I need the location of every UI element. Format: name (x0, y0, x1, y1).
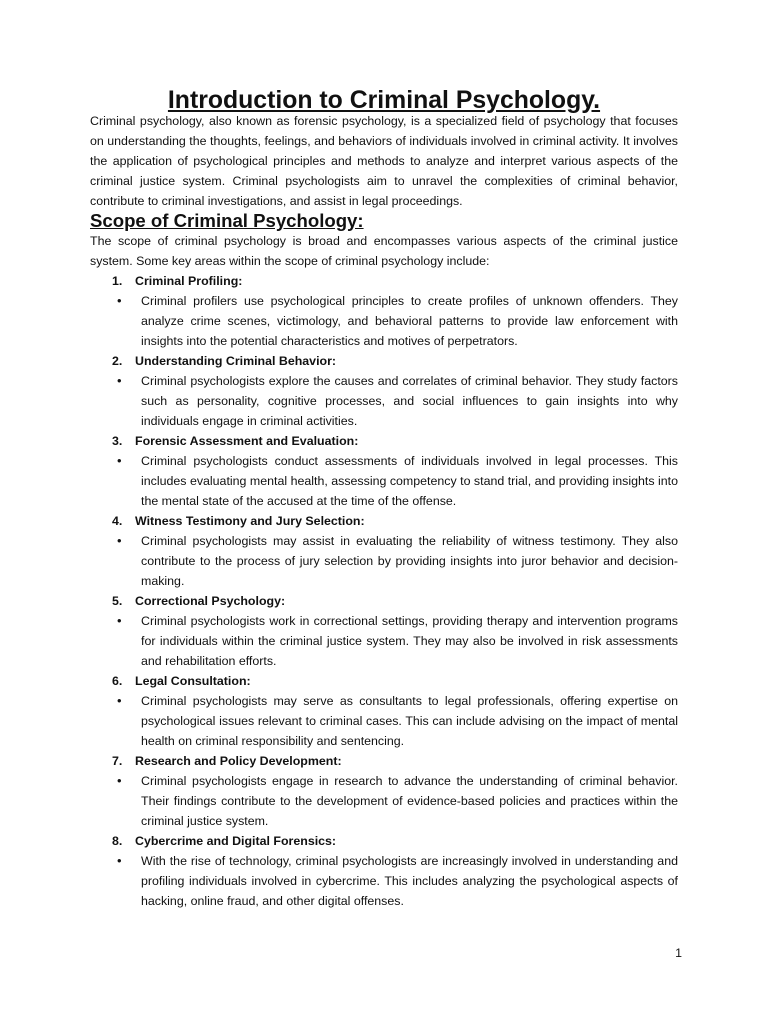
bullet-icon: • (117, 853, 122, 868)
intro-paragraph: Criminal psychology, also known as forensic psychology, is a specialized field of psychology that focuses on understanding the thoughts, feelings, and behaviors of individuals involved in criminal activity. It involves the application of psychological principles and methods to analyze and interpret various aspects of the criminal justice system. Criminal psychologists aim to unravel the complexities of criminal behavior, contribute to criminal investigations, and assist in legal proceedings. (90, 114, 678, 208)
bullet-icon: • (117, 373, 122, 388)
item-number: 5. (112, 594, 123, 608)
scope-list (90, 271, 678, 911)
item-text: Criminal psychologists engage in research to advance the understanding of criminal behavior. Their findings contribute to the development of evidence-based policies and practices within the criminal justice system. (141, 774, 678, 828)
item-heading (90, 511, 678, 531)
item-heading (90, 431, 678, 451)
bullet-icon: • (117, 693, 122, 708)
item-title: Witness Testimony and Jury Selection: (135, 514, 365, 528)
item-title: Understanding Criminal Behavior: (135, 354, 337, 368)
item-heading (90, 591, 678, 611)
item-text: With the rise of technology, criminal psychologists are increasingly involved in understanding and profiling individuals involved in cybercrime. This includes analyzing the psychological aspects of hacking, online fraud, and other digital offenses. (141, 854, 678, 908)
item-body (90, 371, 678, 431)
item-text: Criminal psychologists conduct assessments of individuals involved in legal processes. This includes evaluating mental health, assessing competency to stand trial, and providing insights into the mental state of the accused at the time of the offense. (141, 454, 678, 508)
item-body (90, 691, 678, 751)
item-body (90, 851, 678, 911)
item-text: Criminal psychologists explore the causes and correlates of criminal behavior. They study factors such as personality, cognitive processes, and social influences to gain insights into why individuals engage in criminal activities. (141, 374, 678, 428)
scope-intro-paragraph: The scope of criminal psychology is broad and encompasses various aspects of the criminal justice system. Some key areas within the scope of criminal psychology include: (90, 234, 678, 268)
page-number: 1 (675, 946, 682, 960)
scope-heading: Scope of Criminal Psychology: (90, 210, 364, 231)
item-text: Criminal psychologists may serve as consultants to legal professionals, offering expertise on psychological issues relevant to criminal cases. This can include advising on the impact of mental health on criminal responsibility and sentencing. (141, 694, 678, 748)
item-heading (90, 831, 678, 851)
item-heading (90, 271, 678, 291)
item-number: 6. (112, 674, 123, 688)
item-body (90, 531, 678, 591)
item-title: Criminal Profiling: (135, 274, 243, 288)
list-item (90, 671, 678, 751)
list-item (90, 511, 678, 591)
list-item (90, 831, 678, 911)
document-body (90, 87, 678, 911)
item-text: Criminal profilers use psychological principles to create profiles of unknown offenders. They analyze crime scenes, victimology, and behavioral patterns to provide law enforcement with insights into the potential characteristics and motives of perpetrators. (141, 294, 678, 348)
item-text: Criminal psychologists may assist in evaluating the reliability of witness testimony. They also contribute to the process of jury selection by providing insights into juror behavior and decision-making. (141, 534, 678, 588)
bullet-icon: • (117, 773, 122, 788)
item-title: Legal Consultation: (135, 674, 251, 688)
list-item (90, 351, 678, 431)
item-heading (90, 351, 678, 371)
item-body (90, 291, 678, 351)
item-number: 4. (112, 514, 123, 528)
bullet-icon: • (117, 453, 122, 468)
list-item (90, 751, 678, 831)
item-number: 7. (112, 754, 123, 768)
bullet-icon: • (117, 613, 122, 628)
document-title: Introduction to Criminal Psychology. (167, 87, 601, 114)
item-body (90, 611, 678, 671)
item-text: Criminal psychologists work in correctional settings, providing therapy and intervention programs for individuals within the criminal justice system. They may also be involved in risk assessments and rehabilitation efforts. (141, 614, 678, 668)
item-title: Forensic Assessment and Evaluation: (135, 434, 359, 448)
item-number: 3. (112, 434, 123, 448)
item-title: Cybercrime and Digital Forensics: (135, 834, 337, 848)
item-heading (90, 671, 678, 691)
list-item (90, 271, 678, 351)
item-number: 8. (112, 834, 123, 848)
item-number: 1. (112, 274, 123, 288)
list-item (90, 431, 678, 511)
item-number: 2. (112, 354, 123, 368)
list-item (90, 591, 678, 671)
bullet-icon: • (117, 533, 122, 548)
item-title: Research and Policy Development: (135, 754, 342, 768)
item-heading (90, 751, 678, 771)
item-body (90, 771, 678, 831)
item-title: Correctional Psychology: (135, 594, 286, 608)
bullet-icon: • (117, 293, 122, 308)
item-body (90, 451, 678, 511)
